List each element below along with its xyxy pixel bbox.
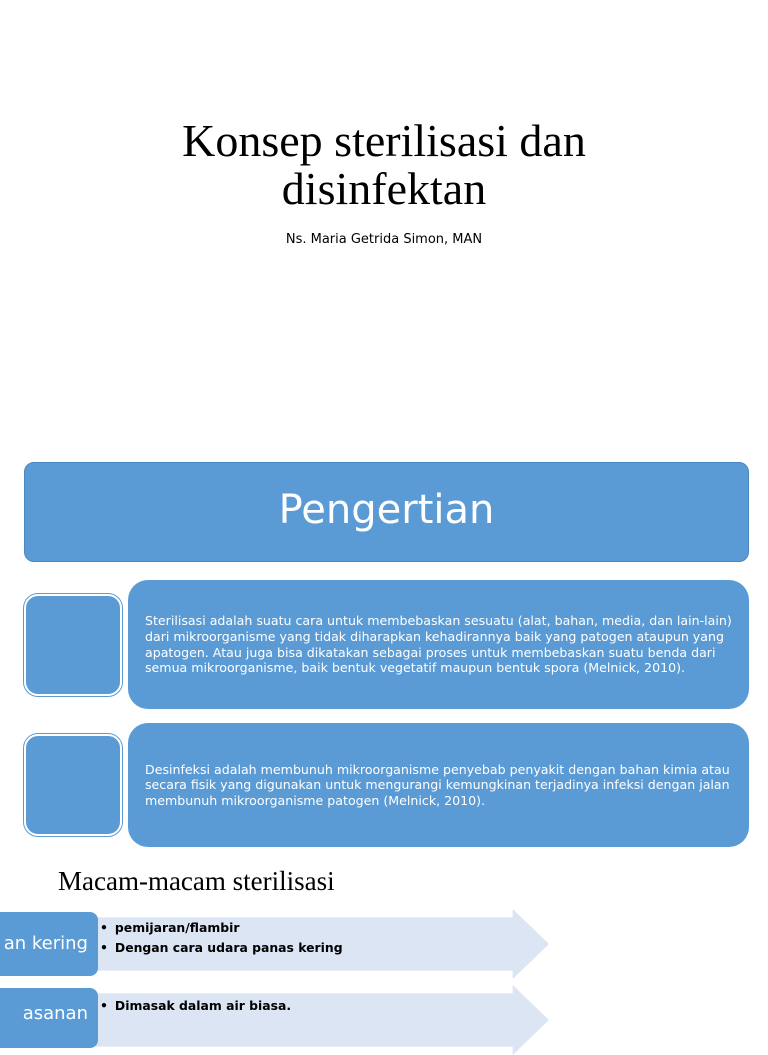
pengertian-header (24, 462, 749, 562)
definition-text-sterilisasi: Sterilisasi adalah suatu cara untuk membebaskan sesuatu (alat, bahan, media, dan lain-lain) dari mikroorganisme yang tidak diharapkan kehadirannya baik yang patogen ataupun yang apatogen. Atau juga bisa dikatakan sebagai proses untuk membebaskan suatu benda dari semua mikroorganisme, baik bentuk vegetatif maupun bentuk spora (Melnick, 2010). (145, 613, 732, 676)
slide-author: Ns. Maria Getrida Simon, MAN (285, 232, 483, 247)
bullet-item: • Dengan cara udara panas kering (100, 938, 343, 958)
slide-title-line2: disinfektan (281, 163, 487, 214)
row-bullets-1 (100, 918, 343, 958)
row-label-2: asanan (0, 988, 98, 1048)
slide-title (0, 117, 768, 213)
pengertian-header-text: Pengertian (278, 487, 495, 533)
macam-title: Macam-macam sterilisasi (58, 866, 335, 896)
row-label-1: an kering (0, 912, 98, 976)
row-bullets-2 (100, 996, 291, 1016)
definition-box-desinfeksi (128, 723, 749, 847)
definition-marker-1 (24, 594, 122, 696)
bullet-item: • pemijaran/flambir (100, 918, 343, 938)
slide-title-line1: Konsep sterilisasi dan (182, 115, 586, 166)
definition-box-sterilisasi (128, 580, 749, 709)
definition-text-desinfeksi: Desinfeksi adalah membunuh mikroorganisme penyebab penyakit dengan bahan kimia atau secara fisik yang digunakan untuk mengurangi kemungkinan terjadinya infeksi dengan jalan membunuh mikroorganisme patogen (Melnick, 2010). (145, 761, 730, 808)
bullet-item: • Dimasak dalam air biasa. (100, 996, 291, 1016)
definition-marker-2 (24, 734, 122, 836)
